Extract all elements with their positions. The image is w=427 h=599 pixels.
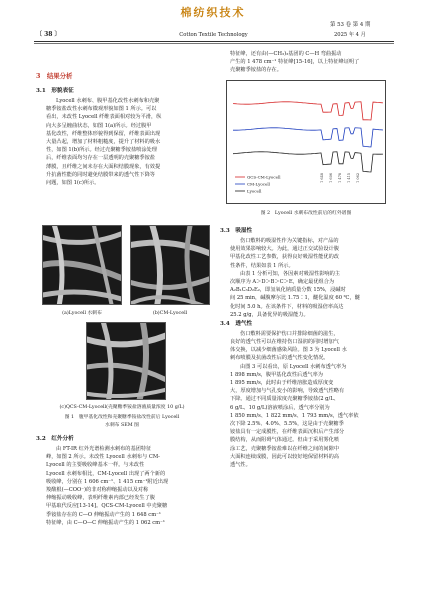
fig1-caption-line2: 水刺布 SEM 图: [105, 423, 139, 428]
text-line: 大，厚度增加与气孔变小的影响，导致透气性略有: [230, 388, 345, 395]
text-line: 良好的透气性可以在维持伤口湿润的同时增加气: [230, 339, 339, 346]
text-line: 膜结构，从而阻碍气体通过。但由于采用雾化喷: [230, 437, 339, 444]
series-line-1: [233, 128, 383, 147]
peak-label: 1 415: [347, 172, 351, 183]
legend-label: QCS-CM-Lyocell: [247, 174, 281, 180]
text-line: 伤口敷料需要保护伤口并排除细菌的滋生，: [240, 330, 339, 337]
text-line: 体交换，以减少细菌感染风险。图 3 为 Lyocell 水: [230, 347, 347, 354]
paragraph-ir: [36, 445, 208, 527]
text-line: A₂B₁C₃D₂E₂，即氢氧化钠质量分数 15%，浸碱时: [230, 287, 346, 294]
right-column-top: [220, 50, 392, 75]
text-line: 化时间 5.0 h。在该条件下，材料的吸湿倍率高达: [230, 303, 344, 310]
legend-label: CM-Lyocell: [247, 181, 270, 187]
text-line: 甲基化改性工艺参数，获得良好吸湿性能优的改: [230, 254, 339, 261]
text-line: 使用效果影响较大。为此，通过正交试验设计腹: [230, 246, 339, 253]
journal-english-title: Cotton Textile Technology: [179, 32, 248, 38]
paragraph-morphology: [36, 97, 208, 187]
text-line: 季铵盐存在的 C—O 伸缩振动产生的 1 648 cm⁻¹: [46, 511, 161, 518]
text-line: 产生的 1 478 cm⁻¹ 特征峰[15-16]，以上特征峰证明了: [230, 59, 360, 66]
text-line: 看出，未改性 Lyocell 纤维表面相对较为平滑，纵: [46, 114, 162, 121]
sem-fibers-b: [131, 226, 210, 305]
right-column-lower: [220, 226, 392, 469]
text-line: 25.2 g/g，具备优异的吸湿能力。: [230, 311, 309, 318]
text-line: 6 g/L、10 g/L)溶液喷涂后，透气率分别为: [230, 404, 330, 411]
paragraph-permeability-2: [220, 363, 392, 469]
header-rule-2: [34, 43, 394, 44]
text-line: 基化改性，纤维整体形貌得到保留，纤维表面出现: [46, 130, 161, 137]
text-line: 吸收峰，分别在 1 606 cm⁻¹、1 415 cm⁻¹附近出现: [46, 478, 169, 485]
text-line: 1 895 mm/s，此时由于纤维溶胀造成厚度变: [230, 380, 334, 386]
text-line: 1 898 mm/s，腹甲基化改性后透气率为: [230, 371, 323, 378]
text-line: 峰，如图 2 所示。未改性 Lyocell 水刺布与 CM-: [46, 454, 160, 461]
volume-issue: 第 53 卷 第 4 期: [330, 22, 371, 28]
subsection-ir: 3.2 红外分析: [36, 436, 74, 442]
subsection-permeability: 3.4 透气性: [220, 320, 253, 327]
peak-label: 1 478: [338, 172, 342, 183]
text-line: 性条件，结果如表 1 所示。: [230, 262, 294, 269]
text-line: Lyocell 的主要吸收峰基本一样。与未改性: [46, 462, 145, 469]
legend-label: Lyocell: [247, 188, 262, 194]
subsection-morphology: 3.1 形貌表征: [36, 88, 74, 94]
peak-label: 1 648: [320, 172, 324, 183]
sem-image-a: [42, 225, 122, 305]
issue-date: 2025 年 4 月: [334, 32, 366, 38]
subsection-moisture: 3.3 吸湿性: [220, 228, 253, 234]
ir-spectrum-svg: [227, 81, 387, 205]
text-line: 壳聚糖季铵盐的存在。: [230, 67, 282, 74]
text-line: 大面积连续成膜，因此可以较好地保留材料的高: [230, 453, 339, 460]
peak-label: 1 062: [356, 172, 360, 183]
peak-label: 1 606: [329, 172, 333, 183]
fig1b-label: (b)CM-Lyocell: [152, 311, 188, 316]
text-line: 由 FT-IR 红外光谱检测水刺布的基团特征: [56, 446, 152, 452]
sem-image-b: [130, 225, 210, 305]
fig1a-label: (a)Lyocell 水刺布: [62, 311, 102, 316]
paragraph-moisture-1: [220, 237, 392, 270]
text-line: 伸缩振动吸收峰，表明纤维素内部已经发生了腹: [46, 495, 155, 502]
text-line: 大量凸起，增加了材料粗糙度，提升了材料的吸水: [46, 138, 161, 145]
text-line: 甲基取代反应[13-14]。QCS-CM-Lyocell 中壳聚糖: [46, 503, 168, 510]
text-line: 特征峰，还有由(—CH₃)₃基团的 C—H 弯曲振动: [230, 51, 342, 57]
sem-fibers-a: [43, 226, 122, 305]
text-line: Lyocell 水刺布、腹甲基化改性水刺布和壳聚: [56, 98, 160, 104]
text-line: Lyocell 水刺布相比，CM-Lyocell 出现了两个新的: [46, 470, 166, 477]
page-number: 〔 38 〕: [36, 31, 61, 38]
text-line: 特征峰，由 C—O—C 伸缩振动产生的 1 062 cm⁻¹: [46, 519, 165, 526]
fig1c-label: (c)QCS-CM-Lyocell(壳聚糖季铵盐溶液质量浓度 10 g/L): [59, 405, 185, 410]
left-column: [36, 70, 208, 187]
paragraph-ir-cont: [220, 50, 392, 75]
text-line: 铵盐具有一定成膜性，在纤维表面沉积后产生部分: [230, 429, 345, 436]
series-line-2: [233, 152, 383, 172]
text-line: 向大多呈缠曲状态，如图 1(a)所示。经过腹甲: [46, 122, 152, 129]
text-line: 透气性。: [230, 461, 251, 468]
paragraph-moisture-2: [220, 270, 392, 319]
series-line-0: [233, 102, 383, 120]
header-rule: [34, 41, 394, 42]
text-line: 升抗菌性能的同时避免结膜带来的透气性下降等: [46, 171, 155, 178]
text-line: 刺布喷膜及抗菌改性后的透气性变化情况。: [230, 355, 329, 362]
text-line: 问题，如图 1(c)所示。: [46, 179, 100, 186]
text-line: 糖季铵盐改性水刺布微观形貌如图 1 所示。可以: [46, 106, 157, 113]
text-line: 次下降 2.5%、4.0%、5.5%，这是由于壳聚糖季: [230, 420, 344, 427]
text-line: 由图 3 可以看出，原 Lyocell 水刺布透气率为: [240, 363, 347, 370]
fig2-caption: 图 2 Lyocell 水刺布改性前后的红外谱图: [260, 211, 352, 216]
text-line: 涂工艺，壳聚糖季铵盐难以在纤维之间的间隙中: [230, 445, 339, 452]
text-line: 由表 1 分析可知，各因素对吸湿性影响的主: [240, 270, 340, 277]
text-line: 间 25 min，碱腹摩尔比 1.75∶1，醚化温度 60 ℃，醚: [230, 295, 360, 302]
sem-fibers-c: [87, 323, 166, 400]
section-heading: 3 结果分析: [36, 72, 73, 80]
ir-spectrum-chart: [226, 80, 386, 204]
text-line: 下降。通过不同质量浓度壳聚糖季铵盐(2 g/L、: [230, 396, 339, 403]
text-line: 性，如图 1(b)所示。经过壳聚糖季铵盐喷涂处理: [46, 147, 157, 154]
left-column-lower: [36, 434, 208, 527]
journal-logo: 棉纺织技术: [180, 6, 246, 19]
paragraph-permeability-1: [220, 330, 392, 363]
text-line: 羧酸根(—COO⁻)的非对称伸缩振动以及对称: [46, 486, 149, 493]
text-line: 伤口敷料的吸湿性作为关键指标，对产品的: [240, 238, 339, 244]
fig1-caption-line1: 图 1 腹甲基化改性和壳聚糖季铵盐改性前后 Lyocell: [64, 415, 180, 420]
sem-image-c: [86, 322, 166, 400]
text-line: 薄膜，且纤维之间未存在大面积结膜现象，有效提: [46, 163, 161, 170]
text-line: 1 850 mm/s、1 822 mm/s、1 793 mm/s，透气率依: [230, 412, 359, 419]
text-line: 后，纤维表面均匀存在一层透明的壳聚糖季铵盐: [46, 155, 155, 162]
text-line: 次顺序为 A＞D＞B＞C＞E，确定最优组合为: [230, 278, 335, 285]
